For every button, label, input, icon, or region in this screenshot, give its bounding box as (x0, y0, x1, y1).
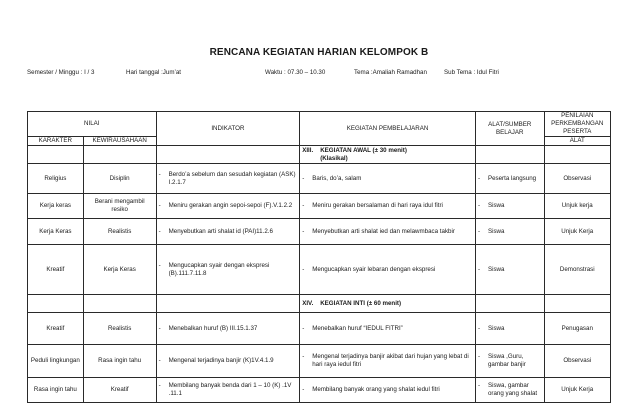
cell-indikator-item (159, 171, 298, 187)
cell-kegiatan-text: Baris, do’a, salam (312, 174, 362, 182)
cell-alat: Unjuk Kerja (544, 378, 610, 403)
meta-waktu: Waktu : 07.30 – 10.30 (265, 69, 326, 76)
cell-kegiatan (300, 164, 476, 194)
table-row (28, 345, 611, 378)
cell-kegiatan (300, 313, 476, 345)
cell-alat-sumber-item (478, 175, 542, 183)
cell-alat-sumber-item (478, 325, 542, 333)
cell-indikator-item (159, 228, 298, 236)
table-row (28, 313, 611, 345)
cell-alat: Observasi (544, 345, 610, 378)
cell-indikator (156, 219, 300, 245)
cell-kegiatan-text: Mengucapkan syair lebaran dengan ekspresi (312, 265, 436, 273)
dash-bullet: - (302, 353, 305, 360)
cell-indikator-item (159, 357, 298, 365)
cell-indikator-item (159, 202, 298, 210)
empty-cell (156, 146, 300, 164)
cell-indikator-item (159, 262, 298, 278)
dash-bullet: - (302, 386, 305, 393)
cell-kegiatan (300, 245, 476, 295)
header-row (28, 112, 611, 137)
cell-indikator-text: Berdo’a sebelum dan sesudah kegiatan (ASK) I.2.1.7 (168, 170, 296, 186)
cell-alat: Unjuk Kerja (544, 219, 610, 245)
cell-alat-sumber-item (478, 353, 542, 369)
cell-karakter: Kreatif (28, 245, 84, 295)
header-kegiatan: KEGIATAN PEMBELAJARAN (300, 112, 476, 146)
cell-alat-sumber (475, 378, 544, 403)
cell-kegiatan-item (302, 325, 473, 333)
cell-alat: Demonstrasi (544, 245, 610, 295)
cell-karakter: Rasa ingin tahu (28, 378, 84, 403)
header-nilai: NILAI (28, 112, 157, 137)
cell-alat-sumber-item (478, 382, 542, 398)
cell-kegiatan-item (302, 353, 473, 369)
activity-table (27, 111, 611, 403)
cell-alat-sumber-text: Siswa (487, 324, 505, 332)
dash-bullet: - (302, 265, 305, 273)
cell-indikator (156, 378, 300, 403)
dash-bullet: - (477, 174, 480, 182)
section-subline (302, 155, 473, 163)
meta-subtema: Sub Tema : Idul Fitri (444, 69, 499, 76)
dash-bullet: - (477, 265, 480, 273)
cell-alat-sumber-item (478, 228, 542, 236)
cell-kewirausahaan: Realistis (83, 219, 156, 245)
page-title: RENCANA KEGIATAN HARIAN KELOMPOK B (209, 47, 429, 58)
empty-cell (156, 295, 300, 313)
cell-indikator-text: Menyebutkan arti shalat id (PAI)11.2.6 (168, 227, 273, 235)
cell-alat-sumber-item (478, 266, 542, 274)
cell-indikator-text: Membilang banyak benda dari 1 – 10 (K) .1V .11.1 (168, 382, 292, 397)
empty-cell (475, 295, 544, 313)
section-number: XIII. (302, 146, 314, 154)
cell-alat-sumber-text: Siswa (487, 265, 505, 273)
dash-bullet: - (158, 382, 161, 389)
cell-kegiatan (300, 219, 476, 245)
cell-kewirausahaan: Kerja Keras (83, 245, 156, 295)
cell-kegiatan (300, 194, 476, 219)
empty-cell (544, 146, 610, 164)
empty-cell (28, 295, 84, 313)
dash-bullet: - (477, 202, 480, 209)
table-row (28, 245, 611, 295)
cell-kegiatan-item (302, 386, 473, 394)
empty-cell (83, 295, 156, 313)
section-heading (300, 295, 476, 313)
header-karakter: KARAKTER (28, 137, 84, 146)
cell-kegiatan (300, 345, 476, 378)
dash-bullet: - (477, 227, 480, 235)
cell-indikator-text: Mengucapkan syair dengan ekspresi (B).111.7.11.8 (168, 261, 270, 277)
cell-alat-sumber-text: Siswa (487, 227, 505, 235)
cell-indikator-text: Mengenal terjadinya banjir (K)1V.4.1.9 (168, 357, 274, 364)
cell-indikator-text: Menebalkan huruf (B) III.15.1.37 (168, 324, 258, 332)
cell-alat: Observasi (544, 164, 610, 194)
dash-bullet: - (302, 202, 305, 209)
cell-alat-sumber-item (478, 202, 542, 210)
cell-kegiatan-item (302, 202, 473, 210)
dash-bullet: - (158, 261, 161, 269)
cell-kewirausahaan: Rasa ingin tahu (83, 345, 156, 378)
cell-kewirausahaan: Kreatif (83, 378, 156, 403)
section-heading (300, 146, 476, 164)
header-penilaian: PENILAIAN PERKEMBANGAN PESERTA (544, 112, 610, 137)
table-row (28, 164, 611, 194)
cell-indikator (156, 313, 300, 345)
cell-kewirausahaan: Berani mengambil resiko (83, 194, 156, 219)
cell-kewirausahaan: Realistis (83, 313, 156, 345)
header-kewirausahaan: KEWIRAUSAHAAN (83, 137, 156, 146)
cell-indikator-item (159, 325, 298, 333)
cell-alat-sumber (475, 245, 544, 295)
empty-cell (544, 295, 610, 313)
empty-cell (83, 146, 156, 164)
section-sublabel: (Klasikal) (320, 154, 348, 162)
header-indikator: INDIKATOR (156, 112, 300, 146)
section-row (28, 295, 611, 313)
cell-alat-sumber (475, 219, 544, 245)
cell-indikator (156, 194, 300, 219)
section-number: XIV. (302, 299, 314, 307)
cell-kegiatan-text: Membilang banyak orang yang shalat iedul fitri (312, 386, 440, 393)
cell-kegiatan-item (302, 175, 473, 183)
table-row (28, 219, 611, 245)
header-alat-sumber: ALAT/SUMBER BELAJAR (475, 112, 544, 146)
cell-kegiatan-text: Meniru gerakan bersalaman di hari raya idul fitri (312, 202, 443, 209)
cell-indikator (156, 164, 300, 194)
dash-bullet: - (302, 227, 305, 235)
cell-kegiatan-text: Mengenal terjadinya banjir akibat dari hujan yang lebat di hari raya iedul fitri (312, 353, 469, 368)
table-row (28, 378, 611, 403)
cell-alat-sumber-text: Siswa (487, 202, 505, 209)
dash-bullet: - (158, 324, 161, 332)
cell-alat-sumber (475, 345, 544, 378)
meta-hari: Hari tanggal :Jum’at (126, 69, 182, 76)
empty-cell (475, 146, 544, 164)
dash-bullet: - (158, 170, 161, 178)
cell-indikator-item (159, 382, 298, 398)
cell-kegiatan-item (302, 228, 473, 236)
cell-kegiatan-text: Menebalkan huruf “IEDUL FITRI” (312, 324, 403, 332)
section-indent (302, 155, 320, 163)
dash-bullet: - (158, 227, 161, 235)
dash-bullet: - (477, 353, 480, 360)
meta-semester: Semester / Minggu : I / 3 (27, 69, 95, 76)
header-alat: ALAT (544, 137, 610, 146)
cell-alat-sumber-text: Peserta langsung (487, 174, 537, 182)
cell-alat-sumber-text: Siswa ,Guru, gambar banjir (487, 353, 526, 368)
cell-kewirausahaan: Disiplin (83, 164, 156, 194)
dash-bullet: - (302, 174, 305, 182)
section-line (302, 147, 473, 155)
cell-alat-sumber (475, 164, 544, 194)
table-row (28, 194, 611, 219)
section-label: KEGIATAN AWAL (± 30 menit) (320, 146, 407, 154)
empty-cell (28, 146, 84, 164)
cell-karakter: Kreatif (28, 313, 84, 345)
cell-karakter: Kerja Keras (28, 219, 84, 245)
dash-bullet: - (477, 324, 480, 332)
cell-indikator-text: Meniru gerakan angin sepoi-sepoi (F).V.1.2.2 (168, 202, 293, 209)
dash-bullet: - (302, 324, 305, 332)
cell-alat-sumber-text: Siswa, gambar orang yang shalat (487, 382, 538, 397)
meta-tema: Tema :Amaliah Ramadhan (354, 69, 427, 76)
section-row (28, 146, 611, 164)
dash-bullet: - (158, 202, 161, 209)
cell-alat: Unjuk kerja (544, 194, 610, 219)
cell-alat-sumber (475, 194, 544, 219)
section-line (302, 300, 473, 308)
cell-alat: Penugasan (544, 313, 610, 345)
cell-karakter: Kerja keras (28, 194, 84, 219)
cell-karakter: Religius (28, 164, 84, 194)
section-label: KEGIATAN INTI (± 60 menit) (320, 299, 402, 307)
cell-kegiatan-item (302, 266, 473, 274)
dash-bullet: - (477, 382, 480, 389)
cell-karakter: Peduli lingkungan (28, 345, 84, 378)
cell-kegiatan-text: Menyebutkan arti shalat ied dan melawmbaca takbir (312, 227, 455, 235)
cell-indikator (156, 245, 300, 295)
cell-alat-sumber (475, 313, 544, 345)
cell-indikator (156, 345, 300, 378)
cell-kegiatan (300, 378, 476, 403)
dash-bullet: - (158, 357, 161, 364)
